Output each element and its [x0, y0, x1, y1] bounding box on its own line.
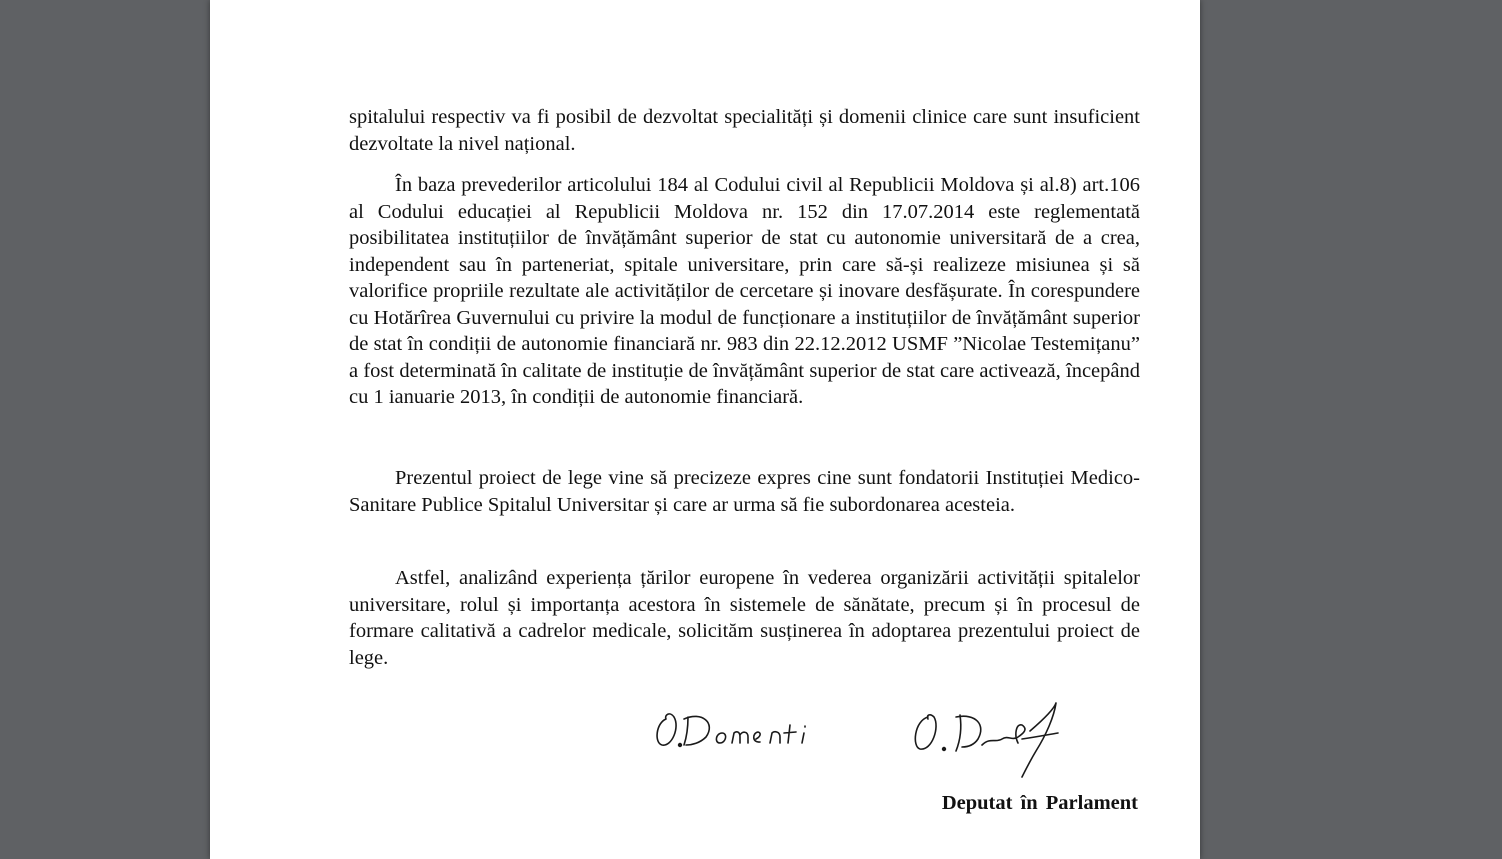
paragraph-continuation: spitalului respectiv va fi posibil de dezvoltat specialități și domenii clinice care sunt insuficient dezvoltate la nivel național.: [349, 106, 1140, 155]
paragraph-request: Astfel, analizând experiența țărilor europene în vederea organizării activității spitalelor universitare, rolul și importanța acestora în sistemele de sănătate, precum și în procesul de formare calitativă a cadrelor medicale, solicităm susținerea în adoptarea prezentului proiect de lege.: [349, 567, 1140, 669]
signatory-title: Deputat în Parlament: [941, 792, 1138, 814]
paragraph-purpose: Prezentul proiect de lege vine să precizeze expres cine sunt fondatorii Instituției Medico-Sanitare Publice Spitalul Universitar și care ar urma să fie subordonarea acesteia.: [349, 467, 1140, 516]
paragraph-legal-basis: În baza prevederilor articolului 184 al Codului civil al Republicii Moldova și al.8) art.106 al Codului educației al Republicii Moldova nr. 152 din 17.07.2014 este reglementată posibilitatea instituțiilor de învățământ superior de stat cu autonomie universitară de a crea, independent sau în parteneriat, spitale universitare, prin care să-și realizeze misiunea și să valorifice propriile rezultate ale activităților de cercetare și inovare desfășurate. În corespundere cu Hotărîrea Guvernului cu privire la modul de funcționare a instituțiilor de învățământ superior de stat în condiții de autonomie financiară nr. 983 din 22.12.2012 USMF ”Nicolae Testemițanu” a fost determinată în calitate de instituție de învățământ superior de stat care activează, începând cu 1 ianuarie 2013, în condiții de autonomie financiară.: [349, 174, 1140, 408]
handwritten-signature: [650, 695, 1100, 785]
document-page: [210, 0, 1200, 859]
signature-area: [650, 695, 1100, 785]
